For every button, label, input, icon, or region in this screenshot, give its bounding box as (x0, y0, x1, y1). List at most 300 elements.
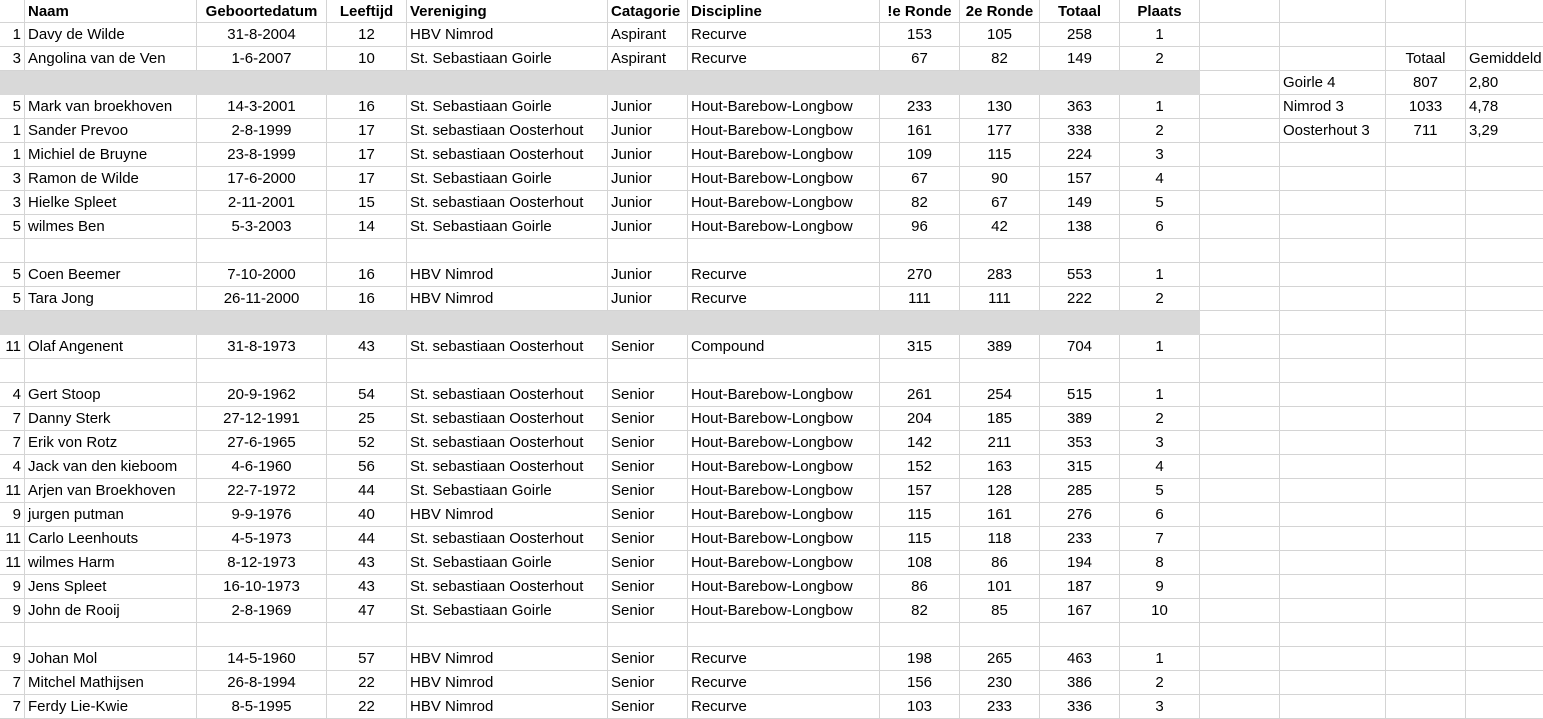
cell-plaats[interactable]: 4 (1120, 455, 1200, 479)
cell-nr[interactable]: 11 (0, 551, 25, 575)
cell-summary-team[interactable] (1280, 263, 1386, 287)
cell-naam[interactable]: Danny Sterk (25, 407, 197, 431)
cell-summary-totaal[interactable] (1386, 359, 1466, 383)
cell-ronde-2[interactable]: 177 (960, 119, 1040, 143)
cell-discipline[interactable] (688, 623, 880, 647)
cell-summary-totaal[interactable] (1386, 215, 1466, 239)
cell-empty[interactable] (1200, 623, 1280, 647)
cell-empty[interactable] (1200, 239, 1280, 263)
cell-naam[interactable]: Johan Mol (25, 647, 197, 671)
cell-totaal[interactable]: 704 (1040, 335, 1120, 359)
cell-summary-totaal[interactable] (1386, 431, 1466, 455)
cell-geboortedatum[interactable]: 7-10-2000 (197, 263, 327, 287)
column-header-discipline[interactable]: Discipline (688, 0, 880, 23)
cell-ronde-2[interactable] (960, 239, 1040, 263)
cell-summary-gemiddeld[interactable] (1466, 407, 1543, 431)
cell-summary-team[interactable] (1280, 695, 1386, 719)
cell-plaats[interactable]: 2 (1120, 119, 1200, 143)
cell-totaal[interactable]: 258 (1040, 23, 1120, 47)
cell-plaats[interactable] (1120, 311, 1200, 335)
cell-summary-team[interactable] (1280, 287, 1386, 311)
cell-catagorie[interactable] (608, 359, 688, 383)
cell-leeftijd[interactable]: 52 (327, 431, 407, 455)
cell-geboortedatum[interactable] (197, 239, 327, 263)
cell-ronde-1[interactable]: 233 (880, 95, 960, 119)
cell-totaal[interactable]: 285 (1040, 479, 1120, 503)
cell-geboortedatum[interactable]: 2-8-1969 (197, 599, 327, 623)
cell-nr[interactable]: 1 (0, 23, 25, 47)
cell-summary-team[interactable] (1280, 143, 1386, 167)
cell-vereniging[interactable]: St. Sebastiaan Goirle (407, 47, 608, 71)
cell-vereniging[interactable]: St. Sebastiaan Goirle (407, 479, 608, 503)
cell-summary-gemiddeld[interactable] (1466, 335, 1543, 359)
cell-summary-team[interactable] (1280, 167, 1386, 191)
cell-ronde-2[interactable]: 163 (960, 455, 1040, 479)
cell-totaal[interactable]: 149 (1040, 191, 1120, 215)
cell-leeftijd[interactable]: 15 (327, 191, 407, 215)
cell-geboortedatum[interactable]: 14-5-1960 (197, 647, 327, 671)
cell-empty[interactable] (1200, 383, 1280, 407)
cell-ronde-2[interactable]: 254 (960, 383, 1040, 407)
cell-plaats[interactable]: 10 (1120, 599, 1200, 623)
cell-plaats[interactable] (1120, 239, 1200, 263)
cell-catagorie[interactable]: Senior (608, 647, 688, 671)
cell-empty[interactable] (1200, 407, 1280, 431)
cell-summary-team[interactable] (1280, 239, 1386, 263)
cell-plaats[interactable]: 1 (1120, 95, 1200, 119)
cell-summary-gemiddeld[interactable] (1466, 479, 1543, 503)
cell-leeftijd[interactable]: 40 (327, 503, 407, 527)
cell-empty[interactable] (1200, 23, 1280, 47)
cell-ronde-2[interactable]: 90 (960, 167, 1040, 191)
cell-summary-team[interactable] (1280, 551, 1386, 575)
cell-leeftijd[interactable]: 14 (327, 215, 407, 239)
cell-summary-totaal[interactable] (1386, 143, 1466, 167)
cell-summary-totaal[interactable] (1386, 575, 1466, 599)
cell-leeftijd[interactable] (327, 311, 407, 335)
cell-totaal[interactable]: 276 (1040, 503, 1120, 527)
column-header-vereniging[interactable]: Vereniging (407, 0, 608, 23)
cell-discipline[interactable]: Hout-Barebow-Longbow (688, 455, 880, 479)
cell-ronde-2[interactable]: 82 (960, 47, 1040, 71)
cell-summary-gemiddeld[interactable] (1466, 287, 1543, 311)
cell-vereniging[interactable]: St. Sebastiaan Goirle (407, 215, 608, 239)
cell-nr[interactable]: 9 (0, 503, 25, 527)
cell-nr[interactable]: 5 (0, 287, 25, 311)
cell-empty[interactable] (1200, 503, 1280, 527)
cell-ronde-1[interactable]: 96 (880, 215, 960, 239)
cell-catagorie[interactable]: Junior (608, 191, 688, 215)
cell-catagorie[interactable]: Aspirant (608, 23, 688, 47)
cell-catagorie[interactable]: Senior (608, 551, 688, 575)
cell-empty[interactable] (1200, 575, 1280, 599)
cell-totaal[interactable]: 224 (1040, 143, 1120, 167)
cell-nr[interactable]: 7 (0, 695, 25, 719)
cell-summary-gemiddeld[interactable] (1466, 383, 1543, 407)
cell-ronde-1[interactable]: 153 (880, 23, 960, 47)
cell-catagorie[interactable]: Senior (608, 503, 688, 527)
cell-ronde-1[interactable]: 142 (880, 431, 960, 455)
cell-naam[interactable]: Hielke Spleet (25, 191, 197, 215)
cell-summary-team[interactable] (1280, 647, 1386, 671)
cell-discipline[interactable]: Recurve (688, 671, 880, 695)
cell-summary-totaal[interactable] (1386, 503, 1466, 527)
cell-summary-gemiddeld[interactable] (1466, 0, 1543, 23)
cell-nr[interactable] (0, 239, 25, 263)
cell-naam[interactable]: Michiel de Bruyne (25, 143, 197, 167)
cell-geboortedatum[interactable]: 2-11-2001 (197, 191, 327, 215)
cell-summary-gemiddeld[interactable] (1466, 215, 1543, 239)
cell-nr[interactable]: 4 (0, 383, 25, 407)
cell-ronde-1[interactable]: 108 (880, 551, 960, 575)
cell-summary-totaal[interactable] (1386, 527, 1466, 551)
cell-summary-totaal[interactable]: 1033 (1386, 95, 1466, 119)
cell-ronde-1[interactable]: 82 (880, 599, 960, 623)
column-header-geboortedatum[interactable]: Geboortedatum (197, 0, 327, 23)
cell-ronde-2[interactable]: 233 (960, 695, 1040, 719)
cell-naam[interactable]: Carlo Leenhouts (25, 527, 197, 551)
cell-plaats[interactable]: 1 (1120, 263, 1200, 287)
cell-geboortedatum[interactable]: 16-10-1973 (197, 575, 327, 599)
cell-geboortedatum[interactable]: 4-5-1973 (197, 527, 327, 551)
cell-summary-team[interactable] (1280, 575, 1386, 599)
cell-naam[interactable]: Sander Prevoo (25, 119, 197, 143)
cell-discipline[interactable]: Hout-Barebow-Longbow (688, 503, 880, 527)
cell-geboortedatum[interactable] (197, 623, 327, 647)
cell-ronde-2[interactable]: 283 (960, 263, 1040, 287)
cell-leeftijd[interactable]: 16 (327, 263, 407, 287)
cell-summary-gemiddeld[interactable] (1466, 575, 1543, 599)
cell-discipline[interactable]: Hout-Barebow-Longbow (688, 527, 880, 551)
cell-vereniging[interactable]: HBV Nimrod (407, 695, 608, 719)
cell-ronde-1[interactable]: 109 (880, 143, 960, 167)
cell-vereniging[interactable]: St. Sebastiaan Goirle (407, 599, 608, 623)
cell-geboortedatum[interactable]: 26-11-2000 (197, 287, 327, 311)
cell-ronde-1[interactable] (880, 359, 960, 383)
cell-ronde-1[interactable]: 152 (880, 455, 960, 479)
cell-naam[interactable]: Arjen van Broekhoven (25, 479, 197, 503)
cell-empty[interactable] (1200, 143, 1280, 167)
cell-geboortedatum[interactable]: 14-3-2001 (197, 95, 327, 119)
cell-empty[interactable] (1200, 455, 1280, 479)
cell-vereniging[interactable]: St. sebastiaan Oosterhout (407, 527, 608, 551)
cell-catagorie[interactable] (608, 71, 688, 95)
cell-nr[interactable] (0, 311, 25, 335)
cell-totaal[interactable] (1040, 71, 1120, 95)
cell-ronde-1[interactable] (880, 239, 960, 263)
cell-catagorie[interactable] (608, 239, 688, 263)
cell-summary-totaal[interactable] (1386, 671, 1466, 695)
cell-discipline[interactable]: Hout-Barebow-Longbow (688, 431, 880, 455)
cell-geboortedatum[interactable]: 1-6-2007 (197, 47, 327, 71)
cell-summary-gemiddeld[interactable] (1466, 527, 1543, 551)
cell-geboortedatum[interactable]: 27-12-1991 (197, 407, 327, 431)
cell-summary-totaal[interactable] (1386, 551, 1466, 575)
cell-plaats[interactable]: 2 (1120, 47, 1200, 71)
cell-summary-gemiddeld[interactable] (1466, 647, 1543, 671)
cell-naam[interactable]: Mark van broekhoven (25, 95, 197, 119)
cell-empty[interactable] (1200, 599, 1280, 623)
cell-ronde-2[interactable]: 85 (960, 599, 1040, 623)
cell-catagorie[interactable]: Senior (608, 479, 688, 503)
cell-geboortedatum[interactable]: 22-7-1972 (197, 479, 327, 503)
cell-empty[interactable] (1200, 119, 1280, 143)
cell-vereniging[interactable]: HBV Nimrod (407, 503, 608, 527)
cell-empty[interactable] (1200, 335, 1280, 359)
cell-summary-totaal[interactable] (1386, 455, 1466, 479)
cell-summary-gemiddeld[interactable] (1466, 311, 1543, 335)
cell-discipline[interactable]: Hout-Barebow-Longbow (688, 191, 880, 215)
cell-summary-totaal[interactable] (1386, 191, 1466, 215)
cell-plaats[interactable]: 7 (1120, 527, 1200, 551)
cell-totaal[interactable]: 515 (1040, 383, 1120, 407)
cell-summary-team[interactable] (1280, 623, 1386, 647)
column-header-plaats[interactable]: Plaats (1120, 0, 1200, 23)
cell-plaats[interactable] (1120, 623, 1200, 647)
cell-ronde-1[interactable] (880, 623, 960, 647)
cell-summary-team[interactable] (1280, 527, 1386, 551)
cell-summary-team[interactable] (1280, 23, 1386, 47)
cell-catagorie[interactable]: Junior (608, 167, 688, 191)
cell-naam[interactable] (25, 359, 197, 383)
cell-discipline[interactable]: Hout-Barebow-Longbow (688, 167, 880, 191)
cell-discipline[interactable] (688, 311, 880, 335)
cell-catagorie[interactable]: Senior (608, 455, 688, 479)
column-header-ronde-2[interactable]: 2e Ronde (960, 0, 1040, 23)
cell-discipline[interactable]: Hout-Barebow-Longbow (688, 575, 880, 599)
cell-summary-team[interactable] (1280, 407, 1386, 431)
cell-totaal[interactable]: 363 (1040, 95, 1120, 119)
cell-leeftijd[interactable] (327, 359, 407, 383)
cell-summary-gemiddeld[interactable] (1466, 695, 1543, 719)
cell-leeftijd[interactable]: 17 (327, 167, 407, 191)
cell-ronde-2[interactable]: 211 (960, 431, 1040, 455)
cell-vereniging[interactable]: St. sebastiaan Oosterhout (407, 335, 608, 359)
cell-summary-totaal[interactable] (1386, 335, 1466, 359)
cell-empty[interactable] (1200, 695, 1280, 719)
cell-naam[interactable]: Ferdy Lie-Kwie (25, 695, 197, 719)
cell-discipline[interactable]: Recurve (688, 647, 880, 671)
cell-discipline[interactable] (688, 359, 880, 383)
cell-vereniging[interactable]: HBV Nimrod (407, 287, 608, 311)
cell-totaal[interactable]: 463 (1040, 647, 1120, 671)
cell-summary-totaal[interactable] (1386, 311, 1466, 335)
cell-empty[interactable] (1200, 431, 1280, 455)
cell-vereniging[interactable]: HBV Nimrod (407, 263, 608, 287)
cell-empty[interactable] (1200, 479, 1280, 503)
cell-summary-totaal[interactable] (1386, 383, 1466, 407)
cell-geboortedatum[interactable]: 9-9-1976 (197, 503, 327, 527)
cell-leeftijd[interactable]: 44 (327, 527, 407, 551)
cell-ronde-1[interactable]: 67 (880, 167, 960, 191)
cell-totaal[interactable] (1040, 359, 1120, 383)
cell-empty[interactable] (1200, 359, 1280, 383)
cell-summary-team[interactable] (1280, 215, 1386, 239)
cell-ronde-2[interactable]: 130 (960, 95, 1040, 119)
cell-geboortedatum[interactable]: 4-6-1960 (197, 455, 327, 479)
cell-summary-team[interactable] (1280, 359, 1386, 383)
cell-summary-team[interactable]: Nimrod 3 (1280, 95, 1386, 119)
cell-summary-gemiddeld[interactable] (1466, 551, 1543, 575)
cell-naam[interactable] (25, 623, 197, 647)
cell-catagorie[interactable]: Senior (608, 575, 688, 599)
cell-plaats[interactable]: 1 (1120, 383, 1200, 407)
cell-summary-team[interactable] (1280, 311, 1386, 335)
cell-leeftijd[interactable]: 22 (327, 671, 407, 695)
cell-summary-totaal[interactable] (1386, 695, 1466, 719)
cell-geboortedatum[interactable]: 20-9-1962 (197, 383, 327, 407)
cell-totaal[interactable] (1040, 311, 1120, 335)
cell-summary-gemiddeld[interactable] (1466, 455, 1543, 479)
cell-catagorie[interactable]: Senior (608, 527, 688, 551)
cell-leeftijd[interactable]: 25 (327, 407, 407, 431)
cell-catagorie[interactable]: Senior (608, 695, 688, 719)
cell-nr[interactable]: 7 (0, 407, 25, 431)
cell-discipline[interactable]: Hout-Barebow-Longbow (688, 95, 880, 119)
cell-leeftijd[interactable] (327, 239, 407, 263)
cell-ronde-1[interactable]: 315 (880, 335, 960, 359)
cell-geboortedatum[interactable]: 27-6-1965 (197, 431, 327, 455)
cell-ronde-1[interactable]: 67 (880, 47, 960, 71)
cell-catagorie[interactable]: Senior (608, 599, 688, 623)
cell-geboortedatum[interactable] (197, 311, 327, 335)
cell-leeftijd[interactable]: 47 (327, 599, 407, 623)
cell-leeftijd[interactable]: 43 (327, 335, 407, 359)
cell-summary-totaal[interactable] (1386, 623, 1466, 647)
cell-catagorie[interactable] (608, 623, 688, 647)
cell-summary-gemiddeld[interactable] (1466, 23, 1543, 47)
cell-summary-team[interactable] (1280, 503, 1386, 527)
cell-discipline[interactable]: Hout-Barebow-Longbow (688, 143, 880, 167)
cell-nr[interactable]: 7 (0, 431, 25, 455)
cell-vereniging[interactable]: St. Sebastiaan Goirle (407, 167, 608, 191)
cell-summary-gemiddeld[interactable] (1466, 623, 1543, 647)
cell-plaats[interactable]: 1 (1120, 23, 1200, 47)
cell-nr[interactable]: 11 (0, 335, 25, 359)
cell-discipline[interactable]: Recurve (688, 23, 880, 47)
cell-summary-totaal[interactable]: 711 (1386, 119, 1466, 143)
cell-summary-team[interactable] (1280, 599, 1386, 623)
cell-leeftijd[interactable]: 16 (327, 95, 407, 119)
column-header-leeftijd[interactable]: Leeftijd (327, 0, 407, 23)
cell-ronde-1[interactable]: 86 (880, 575, 960, 599)
cell-nr[interactable] (0, 623, 25, 647)
cell-geboortedatum[interactable]: 5-3-2003 (197, 215, 327, 239)
cell-empty[interactable] (1200, 647, 1280, 671)
cell-empty[interactable] (1200, 263, 1280, 287)
cell-ronde-2[interactable]: 115 (960, 143, 1040, 167)
cell-geboortedatum[interactable]: 31-8-2004 (197, 23, 327, 47)
cell-plaats[interactable]: 6 (1120, 215, 1200, 239)
cell-ronde-2[interactable]: 161 (960, 503, 1040, 527)
cell-ronde-2[interactable] (960, 359, 1040, 383)
cell-catagorie[interactable] (608, 311, 688, 335)
cell-empty[interactable] (1200, 215, 1280, 239)
cell-ronde-2[interactable]: 67 (960, 191, 1040, 215)
cell-summary-gemiddeld[interactable] (1466, 143, 1543, 167)
cell-vereniging[interactable]: St. sebastiaan Oosterhout (407, 455, 608, 479)
cell-vereniging[interactable]: St. Sebastiaan Goirle (407, 551, 608, 575)
cell-naam[interactable]: wilmes Harm (25, 551, 197, 575)
cell-ronde-2[interactable]: 230 (960, 671, 1040, 695)
cell-nr[interactable]: 4 (0, 455, 25, 479)
cell-vereniging[interactable]: St. sebastiaan Oosterhout (407, 431, 608, 455)
cell-ronde-1[interactable]: 115 (880, 503, 960, 527)
cell-nr[interactable]: 3 (0, 191, 25, 215)
cell-summary-gemiddeld[interactable] (1466, 167, 1543, 191)
cell-totaal[interactable]: 336 (1040, 695, 1120, 719)
cell-totaal[interactable]: 149 (1040, 47, 1120, 71)
cell-discipline[interactable]: Hout-Barebow-Longbow (688, 215, 880, 239)
cell-nr[interactable]: 9 (0, 647, 25, 671)
cell-vereniging[interactable]: St. sebastiaan Oosterhout (407, 575, 608, 599)
cell-ronde-2[interactable]: 118 (960, 527, 1040, 551)
cell-plaats[interactable]: 2 (1120, 407, 1200, 431)
cell-plaats[interactable]: 6 (1120, 503, 1200, 527)
cell-nr[interactable]: 9 (0, 599, 25, 623)
cell-ronde-1[interactable]: 204 (880, 407, 960, 431)
cell-totaal[interactable]: 315 (1040, 455, 1120, 479)
cell-summary-gemiddeld[interactable] (1466, 599, 1543, 623)
cell-ronde-2[interactable]: 111 (960, 287, 1040, 311)
cell-discipline[interactable]: Hout-Barebow-Longbow (688, 599, 880, 623)
cell-leeftijd[interactable]: 12 (327, 23, 407, 47)
cell-vereniging[interactable]: St. sebastiaan Oosterhout (407, 407, 608, 431)
cell-summary-team[interactable] (1280, 383, 1386, 407)
cell-leeftijd[interactable]: 16 (327, 287, 407, 311)
cell-plaats[interactable]: 9 (1120, 575, 1200, 599)
cell-totaal[interactable]: 167 (1040, 599, 1120, 623)
cell-leeftijd[interactable]: 43 (327, 551, 407, 575)
cell-discipline[interactable]: Recurve (688, 695, 880, 719)
cell-nr[interactable]: 3 (0, 47, 25, 71)
cell-plaats[interactable]: 1 (1120, 647, 1200, 671)
cell-discipline[interactable] (688, 239, 880, 263)
cell-ronde-1[interactable]: 115 (880, 527, 960, 551)
cell-ronde-2[interactable]: 101 (960, 575, 1040, 599)
cell-ronde-1[interactable] (880, 71, 960, 95)
cell-vereniging[interactable]: St. Sebastiaan Goirle (407, 95, 608, 119)
cell-ronde-2[interactable] (960, 311, 1040, 335)
cell-nr[interactable] (0, 359, 25, 383)
cell-empty[interactable] (1200, 311, 1280, 335)
cell-totaal[interactable]: 386 (1040, 671, 1120, 695)
cell-catagorie[interactable]: Junior (608, 95, 688, 119)
cell-discipline[interactable]: Hout-Barebow-Longbow (688, 551, 880, 575)
cell-nr[interactable]: 11 (0, 479, 25, 503)
cell-empty[interactable] (1200, 167, 1280, 191)
cell-discipline[interactable]: Hout-Barebow-Longbow (688, 119, 880, 143)
cell-naam[interactable]: Tara Jong (25, 287, 197, 311)
cell-vereniging[interactable]: St. sebastiaan Oosterhout (407, 383, 608, 407)
cell-vereniging[interactable]: HBV Nimrod (407, 647, 608, 671)
cell-vereniging[interactable]: St. sebastiaan Oosterhout (407, 191, 608, 215)
cell-summary-totaal[interactable] (1386, 599, 1466, 623)
cell-ronde-1[interactable]: 161 (880, 119, 960, 143)
cell-totaal[interactable]: 338 (1040, 119, 1120, 143)
cell-naam[interactable]: Gert Stoop (25, 383, 197, 407)
cell-geboortedatum[interactable]: 23-8-1999 (197, 143, 327, 167)
cell-totaal[interactable]: 187 (1040, 575, 1120, 599)
cell-nr[interactable]: 7 (0, 671, 25, 695)
cell-summary-gemiddeld[interactable] (1466, 359, 1543, 383)
cell-summary-team[interactable] (1280, 335, 1386, 359)
cell-summary-totaal[interactable] (1386, 167, 1466, 191)
cell-naam[interactable]: Jens Spleet (25, 575, 197, 599)
cell-discipline[interactable]: Hout-Barebow-Longbow (688, 407, 880, 431)
cell-empty[interactable] (1200, 47, 1280, 71)
cell-totaal[interactable]: 222 (1040, 287, 1120, 311)
